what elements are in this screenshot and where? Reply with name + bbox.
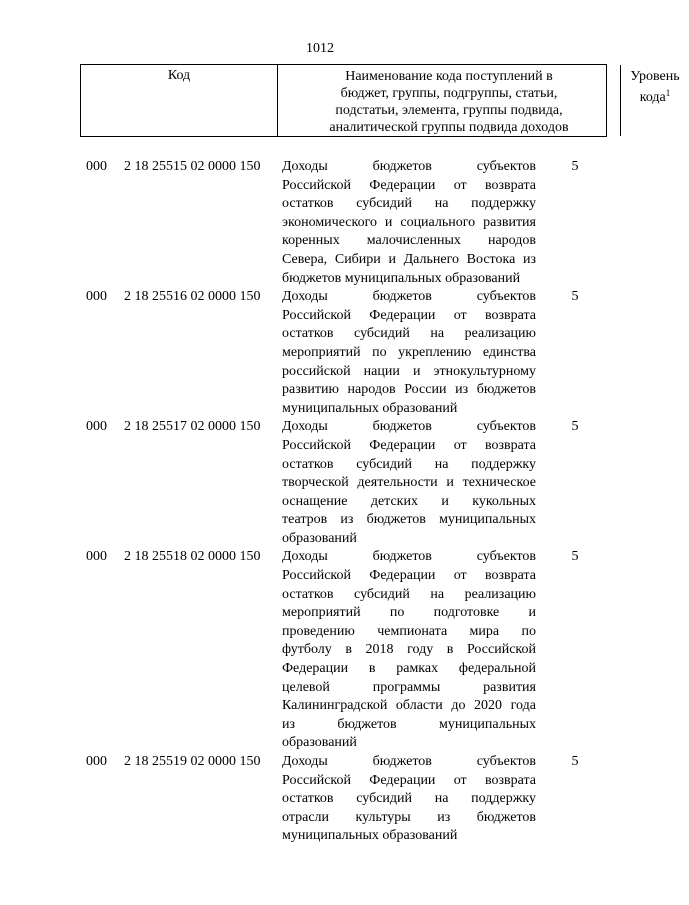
code-level: 5 [571,549,579,565]
table-row [0,418,640,548]
description-line: Калининградской области до 2020 года [282,698,536,714]
admin-code: 000 [86,549,107,565]
description-line: творческой деятельности и техническое [282,475,536,491]
table-row [0,158,640,288]
description-line: российской нации и этнокультурному [282,363,536,379]
code-level: 5 [571,754,579,769]
description-line: муниципальных образований [282,400,458,416]
admin-code: 000 [86,754,107,769]
header-name-line: аналитической группы подвида доходов [329,120,569,135]
income-code: 2 18 25515 02 0000 150 [124,159,261,174]
description-line: оснащение детских и кукольных [282,493,536,509]
description-line: отрасли культуры из бюджетов [282,809,536,825]
footnote-marker: 1 [665,88,671,98]
description-line: футболу в 2018 году в Российской [282,642,536,658]
header-name [299,65,599,136]
table-header [80,64,680,137]
description-line: остатков субсидий на реализацию [282,326,536,342]
header-name-line: подстатьи, элемента, группы подвида, [335,103,563,118]
description-line: муниципальных образований [282,828,458,844]
income-code: 2 18 25517 02 0000 150 [124,419,261,435]
header-name-line: бюджет, группы, подгруппы, статьи, [340,86,558,101]
description-line: развитию народов России из бюджетов [282,382,536,398]
description-line: Российской Федерации от возврата [282,307,536,323]
income-code: 2 18 25518 02 0000 150 [124,549,261,565]
header-level-line-2 [621,85,689,106]
description-line: проведению чемпионата мира по [282,623,536,639]
description-line: Федерации в рамках федеральной [282,661,536,677]
description-line: остатков субсидий на поддержку [282,456,536,472]
description-line: мероприятий по подготовке и [282,605,536,621]
code-level: 5 [571,159,579,174]
page-number: 1012 [306,41,334,56]
description-line: остатков субсидий на реализацию [282,586,536,602]
description-line: целевой программы развития [282,679,536,695]
description-line: Доходы бюджетов субъектов [282,159,536,174]
description-line: экономического и социального развития [282,214,536,230]
header-level-line: Уровень [630,69,680,84]
header-level-text: кода [639,90,666,105]
description-line: Доходы бюджетов субъектов [282,549,536,565]
description-line: Доходы бюджетов субъектов [282,754,536,769]
description-line: образований [282,530,357,546]
code-level: 5 [571,419,579,435]
description-line: остатков субсидий на поддержку [282,791,536,807]
income-code: 2 18 25516 02 0000 150 [124,289,261,305]
income-code: 2 18 25519 02 0000 150 [124,754,261,769]
income-description [282,418,536,548]
table-row [0,753,640,846]
description-line: Российской Федерации от возврата [282,437,536,453]
description-line: Российской Федерации от возврата [282,177,536,193]
table-row [0,288,640,418]
table-body [0,158,640,846]
admin-code: 000 [86,289,107,305]
description-line: мероприятий по укреплению единства [282,344,536,360]
table-row [0,548,640,753]
description-line: театров из бюджетов муниципальных [282,512,536,528]
admin-code: 000 [86,159,107,174]
income-description [282,158,536,288]
income-description [282,288,536,418]
header-level [621,65,689,136]
description-line: Доходы бюджетов субъектов [282,419,536,435]
description-line: Российской Федерации от возврата [282,772,536,788]
description-line: коренных малочисленных народов [282,233,536,249]
description-line: Российской Федерации от возврата [282,568,536,584]
description-line: Севера, Сибири и Дальнего Востока из [282,251,536,267]
admin-code: 000 [86,419,107,435]
header-name-cell [277,65,621,136]
income-description [282,548,536,753]
description-line: бюджетов муниципальных образований [282,270,521,286]
income-description [282,753,536,846]
description-line: из бюджетов муниципальных [282,716,536,732]
header-code: Код [167,68,191,83]
description-line: остатков субсидий на поддержку [282,196,536,212]
description-line: образований [282,735,357,751]
code-level: 5 [571,289,579,305]
header-name-line: Наименование кода поступлений в [345,69,553,84]
description-line: Доходы бюджетов субъектов [282,289,536,305]
